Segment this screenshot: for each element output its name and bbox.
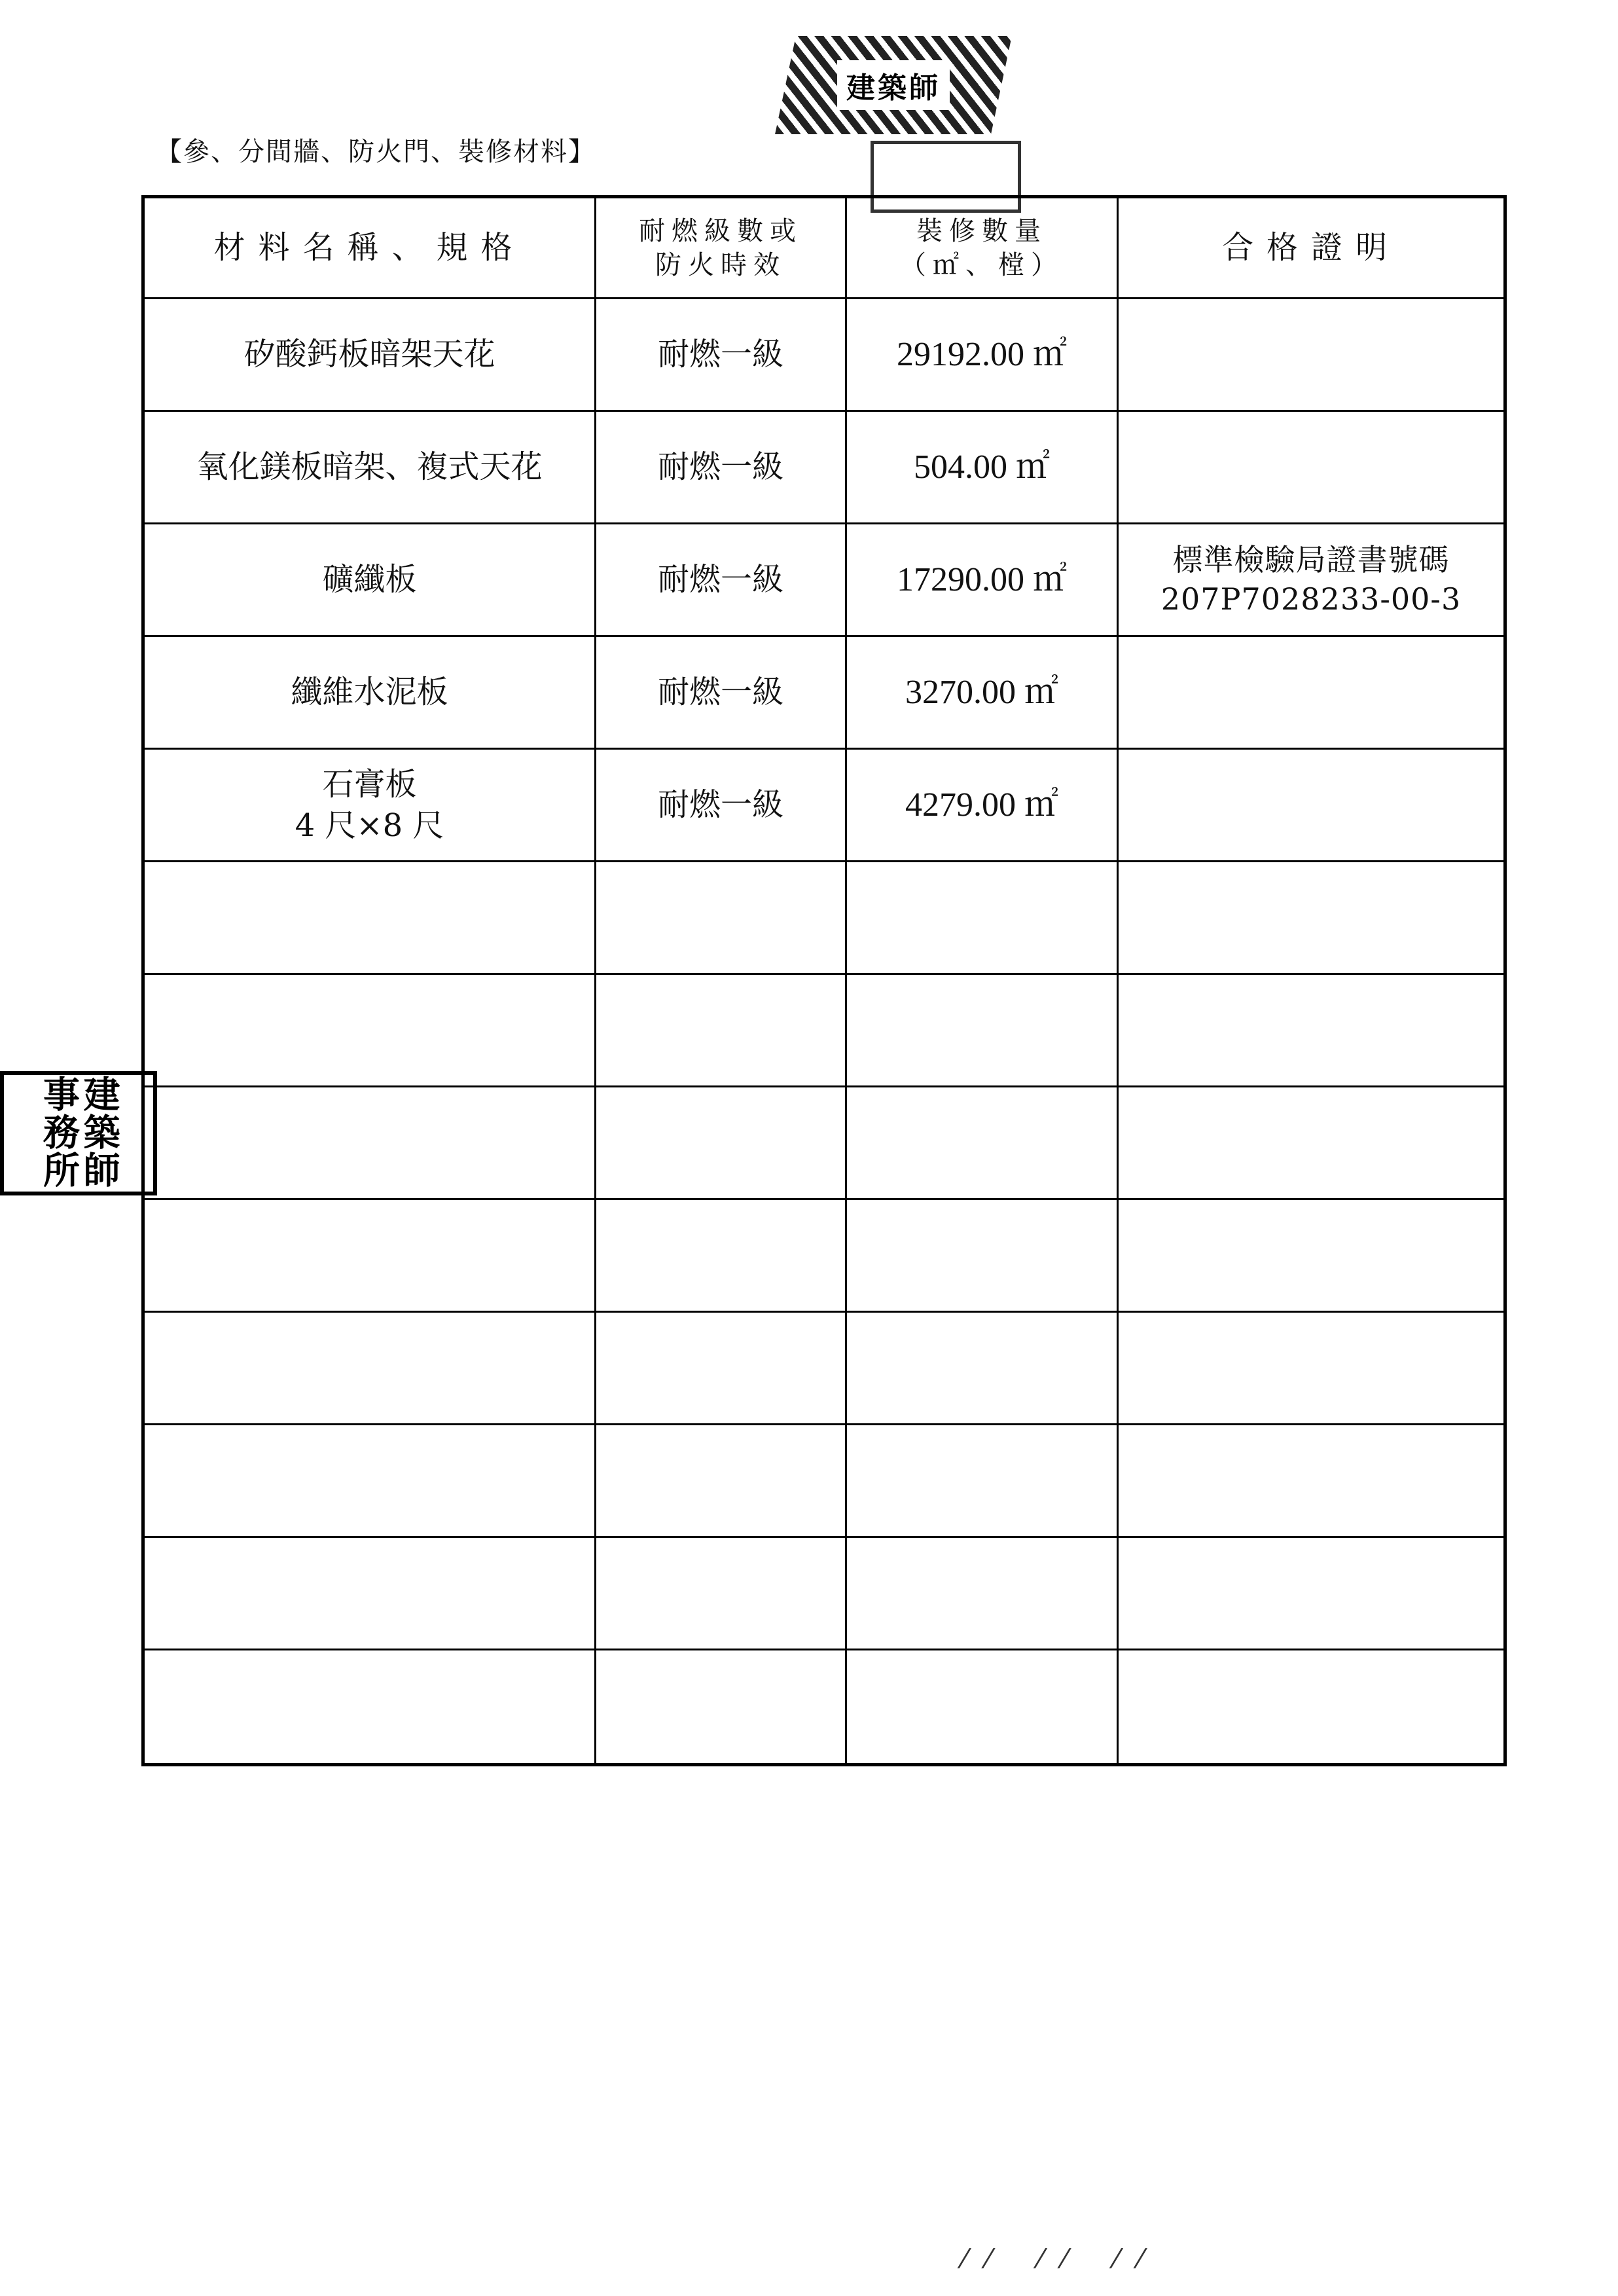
cell-material-name [145,1650,596,1763]
cell-material-name [145,1313,596,1425]
header-material-name: 材料名稱、規格 [145,198,596,299]
cell-fire-rating: 耐燃一級 [596,750,847,862]
seal-left-text: 建築師事務所 [37,1075,121,1189]
materials-table [141,195,1507,1766]
cell-material-name: 石膏板 4 尺×8 尺 [145,750,596,862]
cell-quantity [847,1200,1119,1313]
cell-quantity [847,1313,1119,1425]
cell-quantity [847,862,1119,975]
cell-certificate [1119,412,1503,524]
cell-certificate [1119,975,1503,1087]
cell-fire-rating: 耐燃一級 [596,299,847,412]
cell-material-name [145,1425,596,1538]
cell-material-name [145,1538,596,1650]
cell-fire-rating: 耐燃一級 [596,412,847,524]
cell-quantity: 4279.00 ㎡ [847,750,1119,862]
cell-certificate [1119,1650,1503,1763]
cell-fire-rating [596,1650,847,1763]
cell-quantity: 29192.00 ㎡ [847,299,1119,412]
section-title: 【參、分間牆、防火門、裝修材料】 [156,137,596,167]
cell-fire-rating [596,1087,847,1200]
cell-fire-rating [596,1313,847,1425]
cell-quantity [847,1650,1119,1763]
cell-quantity: 504.00 ㎡ [847,412,1119,524]
cell-certificate [1119,862,1503,975]
header-quantity: 裝修數量 （㎡、樘） [847,198,1119,299]
architect-seal-left [0,1071,157,1195]
cell-fire-rating: 耐燃一級 [596,524,847,637]
cell-quantity [847,1538,1119,1650]
cell-fire-rating [596,862,847,975]
cell-fire-rating [596,1200,847,1313]
cell-certificate [1119,1425,1503,1538]
cell-fire-rating [596,975,847,1087]
cell-quantity [847,975,1119,1087]
cell-certificate [1119,299,1503,412]
cell-quantity: 17290.00 ㎡ [847,524,1119,637]
seal-top-text: 建築師 [837,60,950,110]
cell-certificate [1119,750,1503,862]
cell-material-name [145,1200,596,1313]
cell-material-name: 矽酸鈣板暗架天花 [145,299,596,412]
cell-material-name: 氧化鎂板暗架、複式天花 [145,412,596,524]
cell-quantity [847,1425,1119,1538]
footer-marks: ⁄⁄ ⁄⁄ ⁄⁄ [962,2244,1162,2274]
header-fire-rating: 耐燃級數或 防火時效 [596,198,847,299]
cell-material-name [145,1087,596,1200]
cell-certificate [1119,1538,1503,1650]
architect-seal-top [775,36,1012,134]
cell-certificate: 標準檢驗局證書號碼 207P7028233-00-3 [1119,524,1503,637]
header-certificate: 合格證明 [1119,198,1503,299]
cell-certificate [1119,637,1503,750]
cell-fire-rating [596,1538,847,1650]
cell-material-name [145,862,596,975]
cell-certificate [1119,1200,1503,1313]
cell-fire-rating [596,1425,847,1538]
cell-certificate [1119,1087,1503,1200]
cell-certificate [1119,1313,1503,1425]
cell-material-name: 纖維水泥板 [145,637,596,750]
cell-fire-rating: 耐燃一級 [596,637,847,750]
cell-material-name: 礦纖板 [145,524,596,637]
cell-quantity [847,1087,1119,1200]
cell-material-name [145,975,596,1087]
cell-quantity: 3270.00 ㎡ [847,637,1119,750]
